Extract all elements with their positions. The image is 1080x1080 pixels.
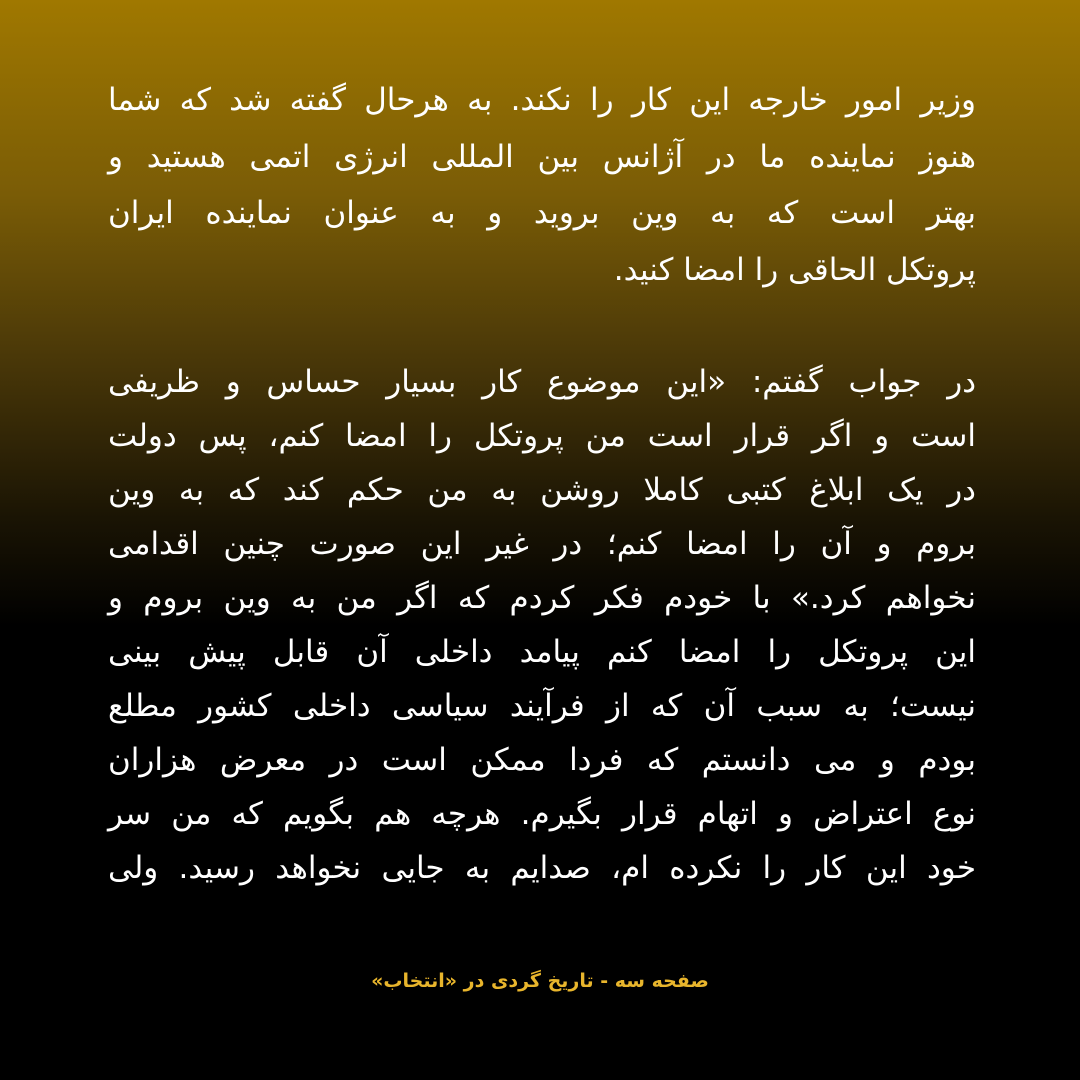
paragraph-2 [108, 355, 976, 895]
text-line: خود این کار را نکرده ام، صدایم به جایی نخواهد رسید. ولی [108, 850, 976, 886]
text-line: هنوز نماینده ما در آژانس بین المللی انرژی اتمی هستید و [108, 138, 976, 175]
text-line: این پروتکل را امضا کنم پیامد داخلی آن قابل پیش بینی [108, 634, 976, 670]
text-line: نوع اعتراض و اتهام قرار بگیرم. هرچه هم بگویم که من سر [108, 796, 976, 832]
text-line: است و اگر قرار است من پروتکل را امضا کنم، پس دولت [108, 418, 976, 454]
text-line: بودم و می دانستم که فردا ممکن است در معرض هزاران [108, 742, 976, 778]
text-line: وزیر امور خارجه این کار را نکند. به هرحال گفته شد که شما [108, 82, 976, 118]
text-line: در یک ابلاغ کتبی کاملا روشن به من حکم کند که به وین [108, 472, 976, 508]
text-line: پروتکل الحاقی را امضا کنید. [613, 251, 976, 288]
paragraph-1 [108, 72, 976, 298]
text-line: نیست؛ به سبب آن که از فرآیند سیاسی داخلی کشور مطلع [108, 688, 976, 724]
text-line: در جواب گفتم: «این موضوع کار بسیار حساس و ظریفی [108, 364, 976, 400]
text-line: نخواهم کرد.» با خودم فکر کردم که اگر من به وین بروم و [108, 580, 976, 616]
text-line: بهتر است که به وین بروید و به عنوان نماینده ایران [108, 195, 976, 231]
text-line: بروم و آن را امضا کنم؛ در غیر این صورت چنین اقدامی [108, 526, 976, 562]
footer-caption: صفحه سه - تاریخ گردی در «انتخاب» [371, 970, 709, 992]
